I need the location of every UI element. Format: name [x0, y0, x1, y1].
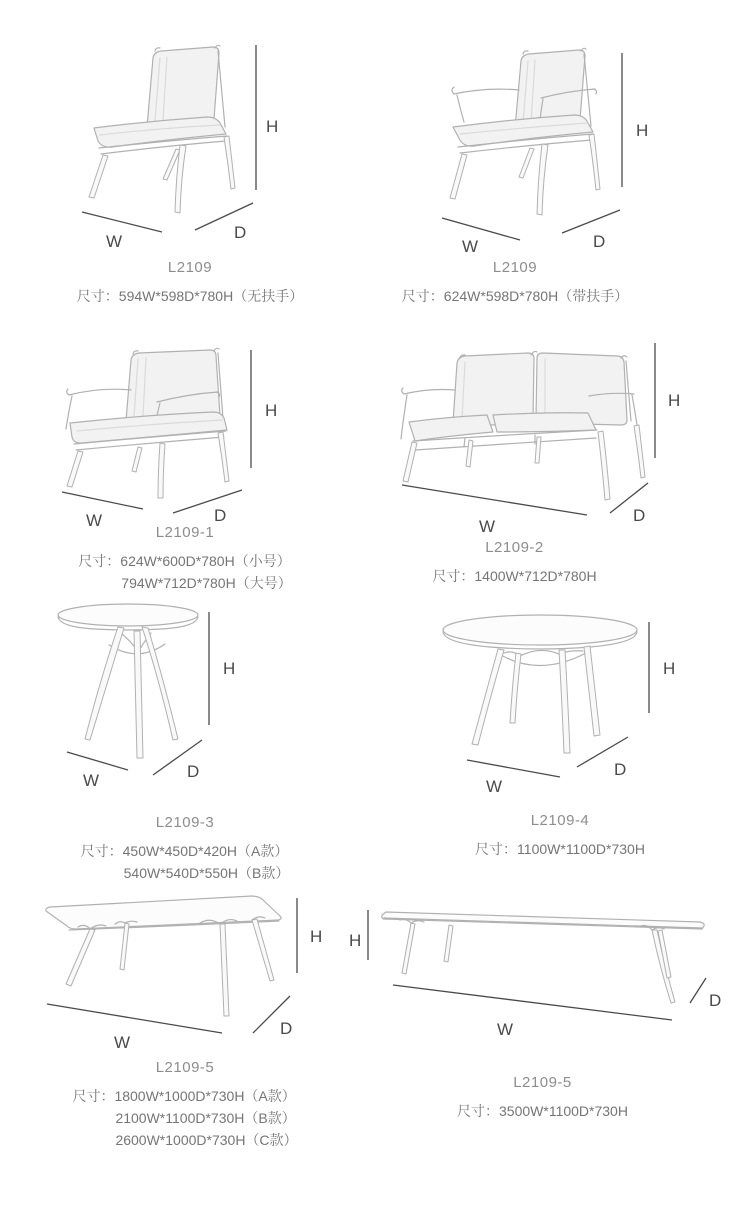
size-prefix: 尺寸：: [80, 843, 123, 859]
height-label: H: [310, 927, 323, 946]
width-label: W: [462, 237, 479, 256]
long-dining-table-sketch: [345, 898, 740, 1048]
size-line: [72, 1129, 297, 1151]
size-prefix: 尺寸：: [78, 553, 121, 569]
size-line: [78, 572, 291, 594]
size-specs: [72, 1085, 297, 1151]
width-label: W: [114, 1033, 131, 1052]
product-card-rect-dining-table: [30, 878, 340, 1151]
depth-dim-line: [562, 210, 620, 233]
product-card-chair-with-arms: [390, 28, 710, 307]
round-dining-table-drawing: [443, 615, 637, 753]
width-label: W: [497, 1020, 514, 1039]
size-specs: [475, 838, 645, 860]
size-line: [402, 285, 628, 307]
width-label: W: [106, 232, 123, 251]
product-caption: [345, 1073, 740, 1122]
model-number: L2109-2: [485, 539, 544, 556]
small-round-table-drawing: [58, 604, 198, 758]
size-value: 3500W*1100D*730H: [499, 1103, 628, 1119]
height-label: H: [636, 121, 649, 140]
width-dim-line: [442, 218, 520, 240]
product-caption: [342, 538, 687, 587]
size-specs: [402, 285, 628, 307]
size-value: 1800W*1000D*730H（A款）: [114, 1088, 296, 1104]
model-number: L2109: [492, 259, 538, 276]
height-label: H: [266, 117, 279, 136]
depth-label: D: [280, 1019, 293, 1038]
rect-dining-table-sketch: [30, 878, 340, 1058]
product-card-small-round-table: [35, 593, 335, 884]
size-specs: [78, 550, 291, 594]
model-number: L2109-3: [155, 814, 215, 831]
product-card-long-dining-table: [345, 898, 740, 1122]
width-label: W: [486, 777, 503, 796]
chair-with-arms-drawing: [450, 48, 600, 215]
size-line: [72, 1085, 297, 1107]
size-prefix: 尺寸：: [457, 1103, 500, 1119]
chair-armless-sketch: [30, 28, 350, 258]
width-dim-line: [62, 492, 143, 509]
product-caption: [35, 813, 335, 884]
lounge-chair-sketch: [30, 333, 340, 533]
product-card-round-dining-table: [400, 593, 720, 860]
size-line: [81, 840, 290, 862]
size-value: 1400W*712D*780H: [474, 568, 597, 584]
height-label: H: [223, 659, 236, 678]
product-card-lounge-chair: [30, 333, 340, 594]
size-prefix: 尺寸：: [401, 288, 444, 304]
size-value: 624W*600D*780H（小号）: [120, 553, 291, 569]
size-value: 2600W*1000D*730H（C款）: [115, 1132, 298, 1148]
size-value: 794W*712D*780H（大号）: [121, 575, 292, 591]
depth-dim-line: [690, 978, 706, 1003]
size-prefix: 尺寸：: [475, 841, 518, 857]
width-label: W: [83, 771, 100, 790]
size-value: 624W*598D*780H（带扶手）: [443, 288, 629, 304]
width-dim-line: [402, 485, 587, 515]
model-number: L2109: [167, 259, 213, 276]
size-value: 2100W*1100D*730H（B款）: [115, 1110, 296, 1126]
width-dim-line: [393, 985, 672, 1020]
chair-armless-drawing: [89, 45, 235, 213]
depth-label: D: [214, 506, 227, 525]
size-line: [457, 1100, 628, 1122]
depth-label: D: [709, 991, 722, 1010]
width-dim-line: [67, 752, 128, 770]
height-label: H: [349, 931, 362, 950]
depth-label: D: [633, 506, 646, 525]
size-line: [475, 838, 645, 860]
product-caption: [400, 811, 720, 860]
model-number: L2109-5: [155, 1059, 215, 1076]
width-label: W: [86, 511, 103, 530]
size-line: [77, 285, 303, 307]
height-label: H: [668, 391, 681, 410]
model-number: L2109-1: [155, 524, 215, 541]
size-prefix: 尺寸：: [432, 568, 475, 584]
small-round-table-sketch: [35, 593, 335, 803]
size-value: 540W*540D*550H（B款）: [123, 865, 290, 881]
product-caption: [30, 258, 350, 307]
width-dim-line: [82, 212, 162, 232]
size-line: [72, 1107, 297, 1129]
size-specs: [457, 1100, 628, 1122]
width-label: W: [479, 517, 496, 536]
depth-label: D: [593, 232, 606, 251]
product-card-chair-armless: [30, 28, 350, 307]
size-line: [432, 565, 596, 587]
height-label: H: [265, 401, 278, 420]
width-dim-line: [467, 760, 560, 777]
depth-label: D: [614, 760, 627, 779]
model-number: L2109-5: [513, 1074, 572, 1091]
product-caption: [30, 523, 340, 594]
height-label: H: [663, 659, 676, 678]
size-value: 594W*598D*780H（无扶手）: [118, 288, 304, 304]
two-seater-sofa-drawing: [401, 351, 645, 500]
size-prefix: 尺寸：: [72, 1088, 115, 1104]
product-caption: [30, 1058, 340, 1151]
size-value: 1100W*1100D*730H: [517, 841, 645, 857]
size-value: 450W*450D*420H（A款）: [122, 843, 289, 859]
depth-label: D: [187, 762, 200, 781]
size-specs: [77, 285, 303, 307]
product-caption: [355, 258, 675, 307]
depth-dim-line: [173, 490, 242, 513]
lounge-chair-drawing: [66, 348, 229, 498]
product-card-two-seater-sofa: [385, 333, 730, 587]
depth-label: D: [234, 223, 247, 242]
two-seater-sofa-sketch: [385, 333, 730, 538]
model-number: L2109-4: [530, 812, 590, 829]
size-specs: [432, 565, 596, 587]
width-dim-line: [47, 1004, 222, 1033]
chair-with-arms-sketch: [390, 28, 710, 258]
size-line: [78, 550, 291, 572]
round-dining-table-sketch: [400, 593, 720, 803]
size-prefix: 尺寸：: [76, 288, 119, 304]
rect-dining-table-drawing: [46, 896, 281, 1016]
